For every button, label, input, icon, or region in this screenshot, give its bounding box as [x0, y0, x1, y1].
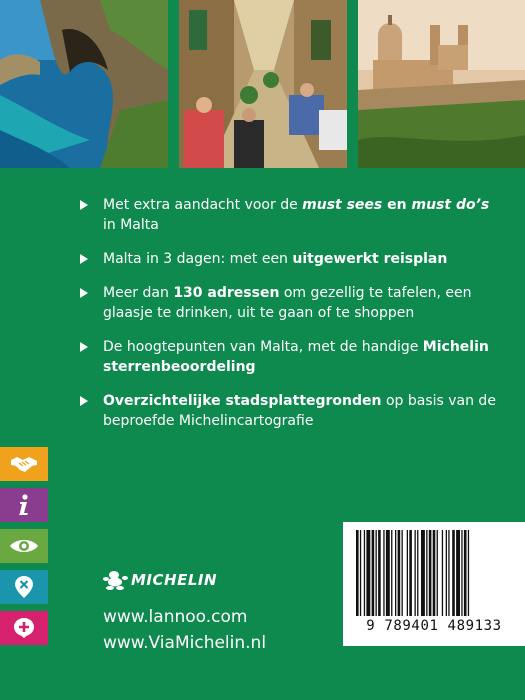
- barcode-bar: [452, 530, 455, 616]
- barcode-bar: [407, 530, 408, 616]
- cover-photo-strip: [0, 0, 525, 168]
- lannoo-url[interactable]: www.lannoo.com: [103, 607, 248, 627]
- bullet-text: in Malta: [103, 217, 159, 233]
- michelin-logo: [103, 570, 217, 590]
- bullet-emphasis: must do’s: [411, 197, 490, 213]
- blue-grotto-photo: [0, 0, 168, 168]
- tab-info: [0, 488, 48, 522]
- bullet-text: om gezellig te tafelen, een glaasje te drinken, uit te gaan of te shoppen: [103, 285, 472, 321]
- barcode-bar: [442, 530, 443, 616]
- handshake-icon: [10, 454, 38, 474]
- bullet-bold: Michelin sterrenbeoordeling: [103, 339, 489, 375]
- barcode-bars: [356, 530, 512, 616]
- bullet-emphasis: must sees: [302, 197, 383, 213]
- category-tabs: [0, 447, 48, 652]
- bullet-text: op basis van de beproefde Michelincartografie: [103, 393, 496, 429]
- barcode-bar: [402, 530, 403, 616]
- barcode-bar: [437, 530, 438, 616]
- tab-plus-pin: [0, 611, 48, 645]
- feature-list: [80, 195, 500, 445]
- bullet-arrow-icon: [80, 254, 88, 264]
- barcode-bar: [409, 530, 412, 616]
- bibendum-icon: [103, 570, 129, 590]
- bullet-bold: uitgewerkt reisplan: [292, 251, 448, 267]
- barcode-bar: [386, 530, 390, 616]
- barcode-bar: [461, 530, 462, 616]
- bullet-arrow-icon: [80, 342, 88, 352]
- barcode-bar: [376, 530, 377, 616]
- publisher-urls: [103, 604, 266, 656]
- barcode-bar: [448, 530, 449, 616]
- barcode-bar: [398, 530, 401, 616]
- barcode-bar: [364, 530, 365, 616]
- tab-map-pin: [0, 570, 48, 604]
- list-item: [80, 337, 500, 377]
- map-pin-icon: [14, 575, 34, 599]
- bullet-text: en: [382, 197, 412, 213]
- barcode-bar: [429, 530, 432, 616]
- bullet-text: Malta in 3 dagen: met een: [103, 251, 293, 267]
- barcode-bar: [378, 530, 381, 616]
- bullet-arrow-icon: [80, 200, 88, 210]
- barcode-bar: [372, 530, 375, 616]
- bullet-text: De hoogtepunten van Malta, met de handige: [103, 339, 423, 355]
- bullet-arrow-icon: [80, 396, 88, 406]
- barcode-bar: [464, 530, 467, 616]
- list-item: [80, 391, 500, 431]
- barcode-bar: [360, 530, 361, 616]
- barcode-bar: [391, 530, 392, 616]
- mdina-cathedral-photo: [358, 0, 525, 168]
- tab-handshake: [0, 447, 48, 481]
- barcode-bar: [421, 530, 425, 616]
- barcode-bar: [415, 530, 416, 616]
- barcode-bar: [456, 530, 460, 616]
- tab-eye: [0, 529, 48, 563]
- viamichelin-url[interactable]: www.ViaMichelin.nl: [103, 633, 267, 653]
- barcode-bar: [446, 530, 447, 616]
- isbn-number: 9 789401 489133: [366, 618, 502, 634]
- barcode-bar: [356, 530, 359, 616]
- barcode-bar: [395, 530, 396, 616]
- isbn-barcode: [343, 522, 525, 646]
- info-icon: [16, 494, 32, 516]
- plus-pin-icon: [13, 617, 35, 639]
- list-item: [80, 195, 500, 235]
- bullet-arrow-icon: [80, 288, 88, 298]
- list-item: [80, 249, 500, 269]
- eye-icon: [9, 537, 39, 555]
- barcode-bar: [433, 530, 436, 616]
- barcode-bar: [426, 530, 427, 616]
- list-item: [80, 283, 500, 323]
- bullet-text: Met extra aandacht voor de: [103, 197, 303, 213]
- barcode-bar: [417, 530, 418, 616]
- barcode-bar: [383, 530, 384, 616]
- barcode-bar: [468, 530, 469, 616]
- bullet-bold: 130 adressen: [173, 285, 280, 301]
- valletta-street-photo: [179, 0, 347, 168]
- bullet-text: Meer dan: [103, 285, 174, 301]
- michelin-wordmark: MICHELIN: [131, 571, 218, 589]
- bullet-bold: Overzichtelijke stadsplattegronden: [103, 393, 382, 409]
- barcode-bar: [366, 530, 370, 616]
